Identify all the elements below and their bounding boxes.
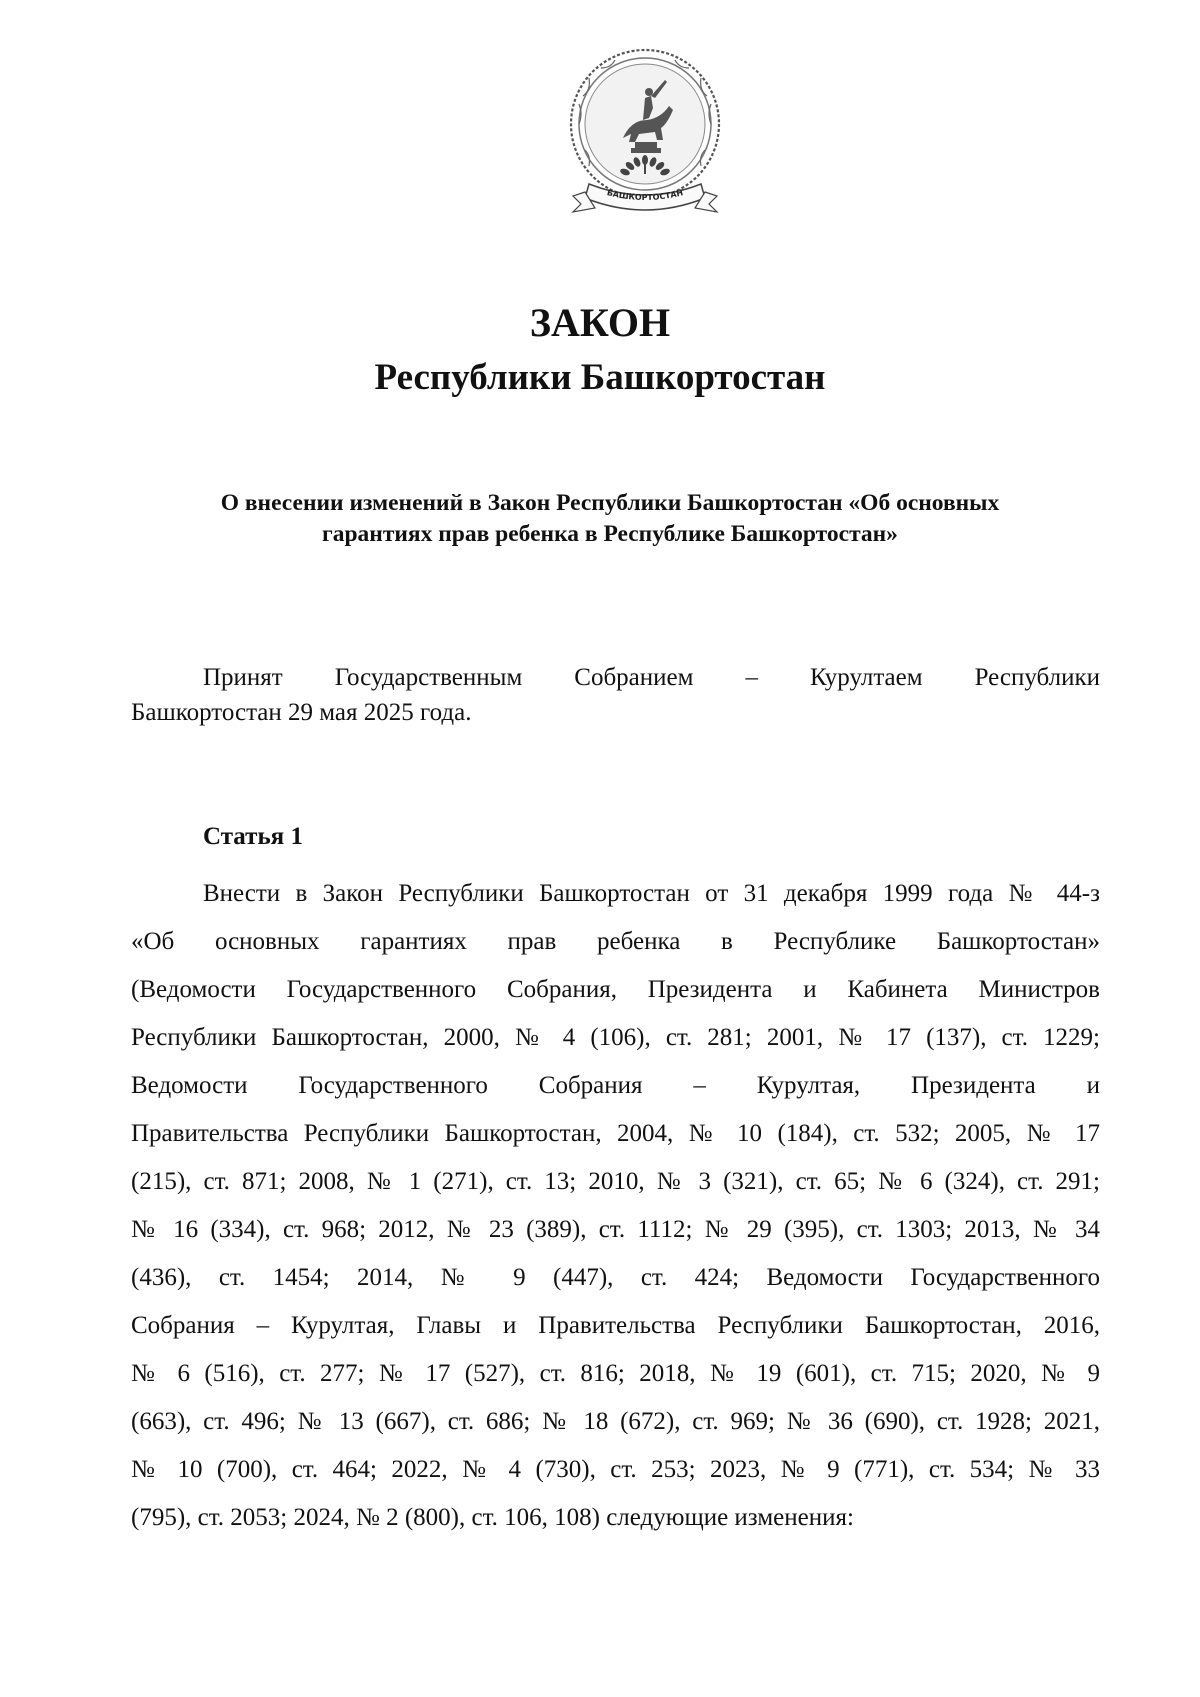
article-line: Республики Башкортостан, 2000, № 4 (106), ст. 281; 2001, № 17 (137), ст. 1229; [131, 1024, 1100, 1051]
coat-of-arms-icon [565, 46, 725, 242]
article-line: Внести в Закон Республики Башкортостан от 31 декабря 1999 года № 44-з [203, 880, 1100, 907]
article-line: (795), ст. 2053; 2024, № 2 (800), ст. 106, 108) следующие изменения: [131, 1504, 854, 1531]
article-line: (436), ст. 1454; 2014, № 9 (447), ст. 424; Ведомости Государственного [131, 1264, 1100, 1291]
emblem-ribbon-text: БАШКОРТОСТАН [606, 188, 684, 203]
law-name-line: гарантиях прав ребенка в Республике Башкортостан» [322, 521, 898, 547]
article-line: Правительства Республики Башкортостан, 2004, № 10 (184), ст. 532; 2005, № 17 [131, 1120, 1100, 1147]
document-title: ЗАКОН [529, 300, 671, 345]
article-line: № 6 (516), ст. 277; № 17 (527), ст. 816; 2018, № 19 (601), ст. 715; 2020, № 9 [131, 1360, 1100, 1387]
document-subtitle: Республики Башкортостан [374, 357, 826, 398]
article-line: (215), ст. 871; 2008, № 1 (271), ст. 13; 2010, № 3 (321), ст. 65; № 6 (324), ст. 291; [131, 1168, 1100, 1195]
article-line: № 16 (334), ст. 968; 2012, № 23 (389), ст. 1112; № 29 (395), ст. 1303; 2013, № 34 [131, 1216, 1100, 1243]
article-body [131, 870, 1100, 1542]
article-line: (Ведомости Государственного Собрания, Президента и Кабинета Министров [131, 976, 1100, 1003]
law-name-line: О внесении изменений в Закон Республики Башкортостан «Об основных [220, 490, 1000, 516]
article-line: № 10 (700), ст. 464; 2022, № 4 (730), ст. 253; 2023, № 9 (771), ст. 534; № 33 [131, 1456, 1100, 1483]
adoption-note-line: Башкортостан 29 мая 2025 года. [131, 699, 472, 726]
article-line: Собрания – Курултая, Главы и Правительства Республики Башкортостан, 2016, [131, 1312, 1100, 1339]
law-name [130, 488, 1090, 550]
article-line: (663), ст. 496; № 13 (667), ст. 686; № 18 (672), ст. 969; № 36 (690), ст. 1928; 2021, [131, 1408, 1100, 1435]
article-line: Ведомости Государственного Собрания – Курултая, Президента и [131, 1072, 1100, 1099]
article-heading: Статья 1 [203, 823, 303, 850]
adoption-note [131, 660, 1100, 730]
adoption-note-line: Принят Государственным Собранием – Курултаем Республики [203, 664, 1100, 691]
article-line: «Об основных гарантиях прав ребенка в Республике Башкортостан» [131, 928, 1100, 955]
